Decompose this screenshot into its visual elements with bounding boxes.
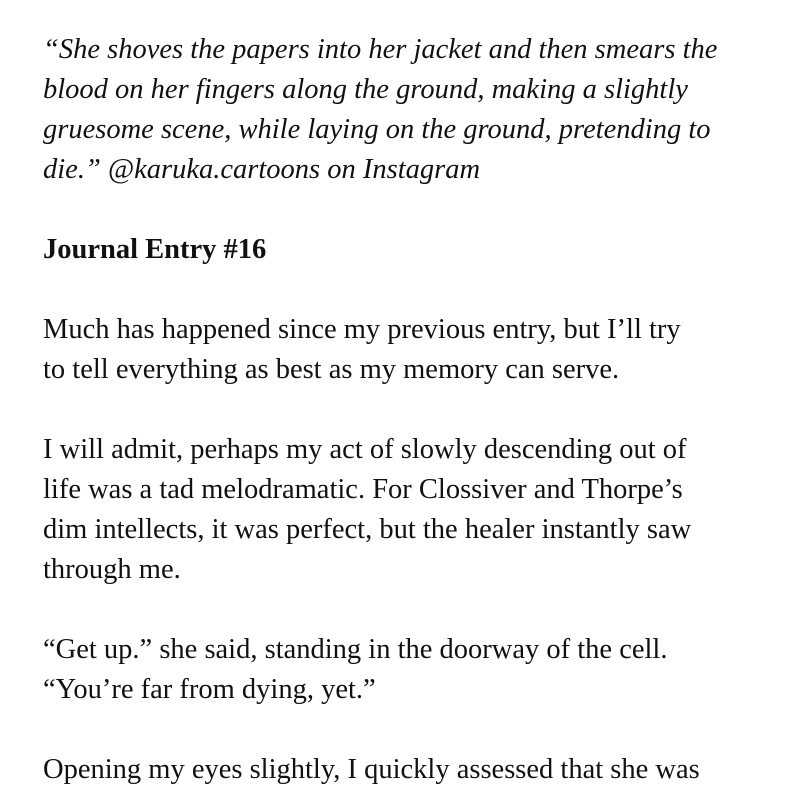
document-page — [43, 30, 783, 790]
paragraph-line: Much has happened since my previous entry, but I’ll try — [43, 314, 681, 345]
paragraph-line: dim intellects, it was perfect, but the healer instantly saw — [43, 514, 692, 545]
paragraph-line: to tell everything as best as my memory can serve. — [43, 354, 620, 385]
paragraph-line: “Get up.” she said, standing in the doorway of the cell. — [43, 634, 668, 665]
paragraph — [43, 750, 783, 790]
paragraph — [43, 430, 783, 590]
paragraph — [43, 630, 783, 710]
quote-line: gruesome scene, while laying on the ground, pretending to — [43, 114, 711, 145]
paragraph-line: through me. — [43, 554, 181, 585]
paragraph-line: Opening my eyes slightly, I quickly assessed that she was — [43, 754, 700, 785]
entry-heading: Journal Entry #16 — [43, 234, 267, 265]
quote-line: “She shoves the papers into her jacket and then smears the — [43, 34, 718, 65]
quote-line: die.” @karuka.cartoons on Instagram — [43, 154, 481, 185]
quote-line: blood on her fingers along the ground, making a slightly — [43, 74, 688, 105]
epigraph-quote — [43, 30, 783, 190]
paragraph — [43, 310, 783, 390]
paragraph-line: “You’re far from dying, yet.” — [43, 674, 376, 705]
paragraph-line: I will admit, perhaps my act of slowly descending out of — [43, 434, 687, 465]
paragraph-line: life was a tad melodramatic. For Clossiver and Thorpe’s — [43, 474, 683, 505]
